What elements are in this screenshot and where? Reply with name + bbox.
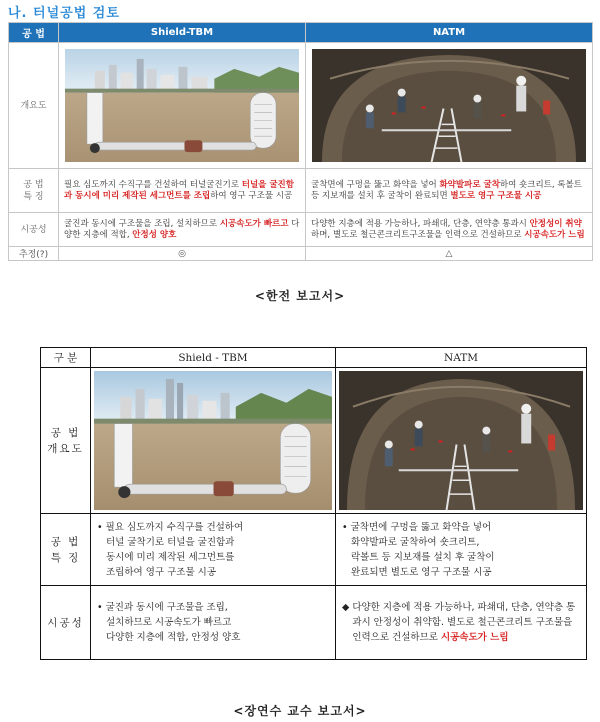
label-constructability-2: 시공성 [41, 586, 91, 660]
shield-features-text-2: • 필요 심도까지 수직구를 건설하여 터널 굴착기로 터널을 굴진함과 동시에 미리 제작된 세그먼트를 조립하여 영구 구조물 시공 [91, 514, 336, 586]
header-method: 공 법 [9, 23, 59, 43]
section-title: 나. 터널공법 검토 [8, 6, 120, 21]
shield-diagram-cell-2 [91, 368, 336, 514]
natm-construct-text: 다양한 지층에 적용 가능하나, 파쇄대, 단층, 연약층 통과시 안정성이 취약하며, 별도로 철근콘크리트구조물을 인력으로 건설하므로 시공속도가 느림 [306, 213, 593, 247]
natm-photo-2 [339, 371, 583, 510]
shield-diagram-cell [59, 43, 306, 169]
header-natm-2: NATM [336, 348, 587, 368]
shield-features-text: 필요 심도까지 수직구를 건설하여 터널굴진기로 터널을 굴진함과 동시에 미리 제작된 세그먼트를 조립하여 영구 구조물 시공 [59, 169, 306, 213]
label-features-2: 공 법 특 징 [41, 514, 91, 586]
label-constructability: 시공성 [9, 213, 59, 247]
report1-table [8, 22, 593, 261]
shield-construct-text: 굴진과 동시에 구조물을 조립, 설치하므로 시공속도가 빠르고 다양한 지층에 적합, 안정성 양호 [59, 213, 306, 247]
label-features: 공 법 특 징 [9, 169, 59, 213]
report2-caption: <장연수 교수 보고서> [233, 704, 367, 718]
natm-photo-cell-2 [336, 368, 587, 514]
label-overview-2: 공 법 개요도 [41, 368, 91, 514]
label-evaluation: 추정(?) [9, 247, 59, 261]
natm-features-text-2: • 굴착면에 구멍을 뚫고 화약을 넣어 화약발파로 굴착하여 숏크리트, 락볼트 등 지보재를 설치 후 굴착이 완료되면 별도로 영구 구조물 시공 [336, 514, 587, 586]
eval-natm: △ [306, 247, 593, 261]
label-overview: 개요도 [9, 43, 59, 169]
shield-construct-text-2: • 굴진과 동시에 구조물을 조립, 설치하므로 시공속도가 빠르고 다양한 지층에 적합, 안정성 양호 [91, 586, 336, 660]
eval-shield: ◎ [59, 247, 306, 261]
natm-photo [312, 49, 586, 162]
header-shield: Shield-TBM [59, 23, 306, 43]
header-category: 구 분 [41, 348, 91, 368]
report1-caption: <한전 보고서> [254, 289, 346, 303]
natm-features-text: 굴착면에 구멍을 뚫고 화약을 넣어 화약발파로 굴착하여 숏크리트, 록볼트 등 지보재를 설치 후 굴착이 완료되면 별도로 영구 구조물 시공 [306, 169, 593, 213]
natm-photo-cell [306, 43, 593, 169]
shield-tbm-diagram-2 [94, 371, 332, 510]
report2-table [40, 347, 587, 660]
shield-tbm-diagram [65, 49, 299, 162]
header-natm: NATM [306, 23, 593, 43]
header-shield-2: Shield - TBM [91, 348, 336, 368]
natm-construct-text-2: ◆ 다양한 지층에 적용 가능하나, 파쇄대, 단층, 연약층 통과시 안정성이 취약함. 별도로 철근콘크리트 구조물을 인력으로 건설하므로 시공속도가 느림 [336, 586, 587, 660]
